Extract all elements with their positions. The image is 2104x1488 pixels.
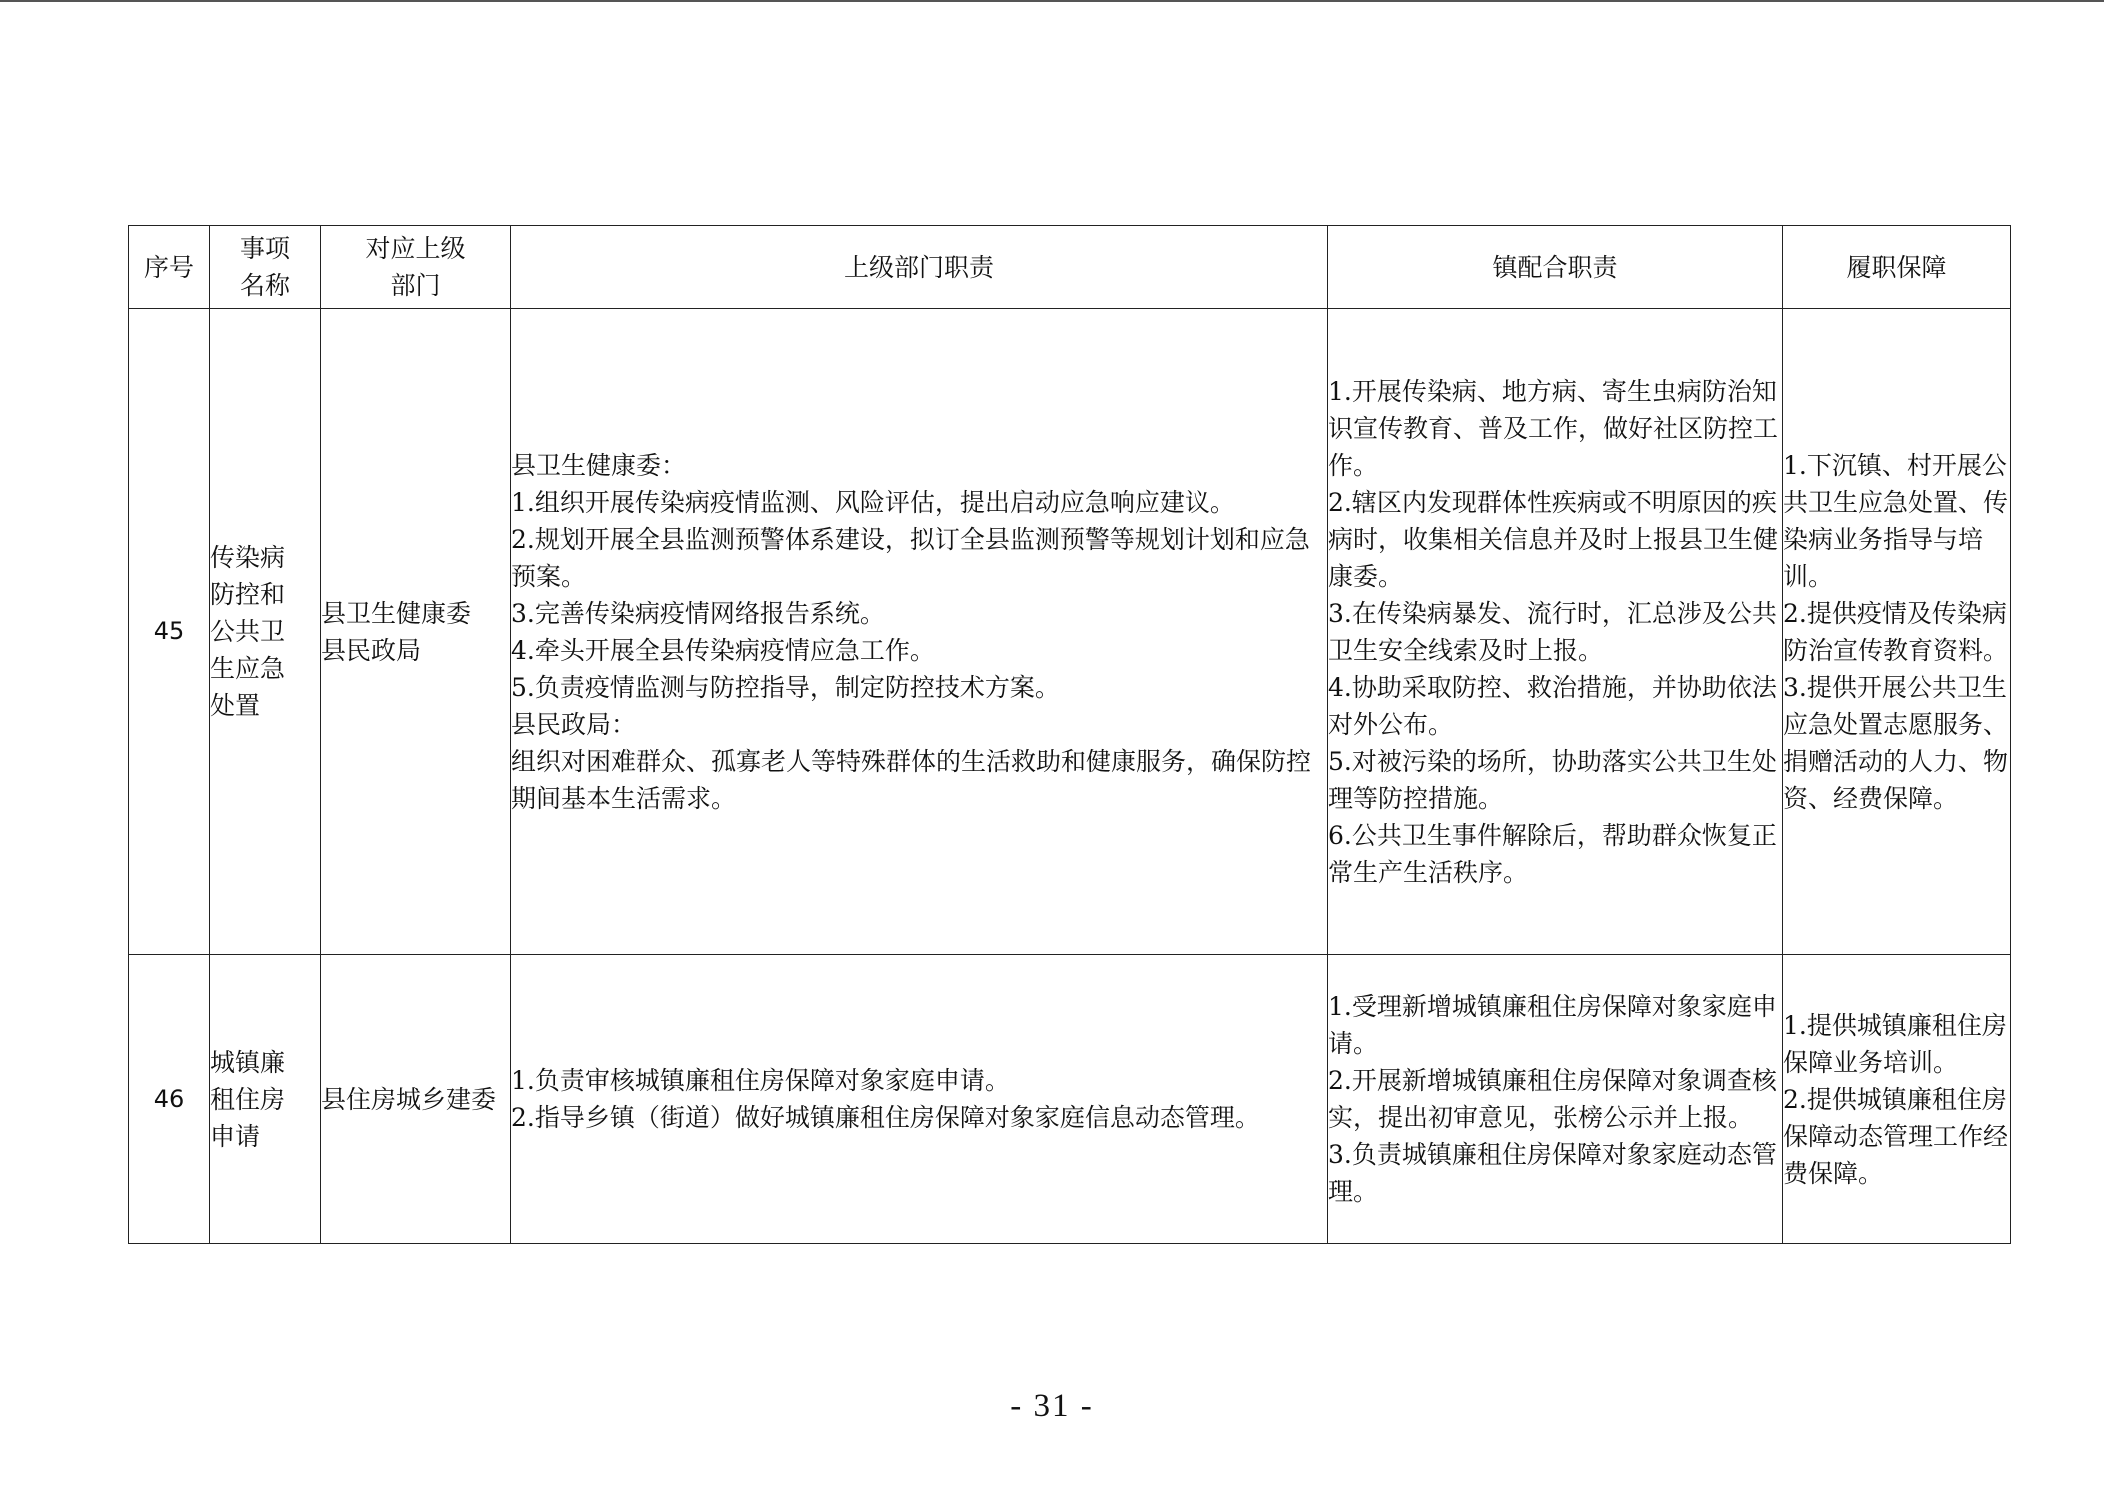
duties-table (128, 225, 2011, 1244)
table-row (129, 955, 2011, 1244)
cell-line: 生应急 (210, 654, 286, 683)
higher-department-duties (511, 309, 1328, 955)
cell-line: 6.公共卫生事件解除后，帮助群众恢复正常生产生活秩序。 (1328, 820, 1777, 887)
table-row (129, 309, 2011, 955)
header-name (210, 226, 321, 309)
cell-line: 序号 (143, 252, 194, 282)
cell-line: 处置 (210, 691, 261, 720)
header-town-duties-text (1492, 249, 1617, 286)
cell-line: 2.提供疫情及传染病防治宣传教育资料。 (1783, 598, 2009, 665)
cell-line: 县住房城乡建委 (321, 1084, 497, 1114)
cell-line: 县卫生健康委： (511, 450, 687, 480)
cell-line: 3.负责城镇廉租住房保障对象家庭动态管理。 (1328, 1140, 1777, 1206)
cell-line: 上级部门职责 (843, 252, 994, 282)
cell-line: 2.辖区内发现群体性疾病或不明原因的疾病时，收集相关信息并及时上报县卫生健康委。 (1328, 487, 1779, 591)
cell-line: 事项 (239, 234, 290, 263)
header-town-duties (1328, 226, 1783, 309)
performance-guarantee (1783, 309, 2011, 955)
page-number: - 31 - (1010, 1388, 1094, 1424)
cell-line: 部门 (390, 271, 441, 300)
row-number: 45 (129, 309, 210, 955)
cell-line: 1.下沉镇、村开展公共卫生应急处置、传染病业务指导与培训。 (1783, 450, 2009, 591)
cell-line: 1.提供城镇廉租住房保障业务培训。 (1783, 1010, 2007, 1077)
cell-line: 公共卫 (210, 617, 286, 646)
cell-line: 3.完善传染病疫情网络报告系统。 (511, 598, 885, 628)
cell-line: 防控和 (210, 580, 286, 609)
cell-line: 3.提供开展公共卫生应急处置志愿服务、捐赠活动的人力、物资、经费保障。 (1783, 672, 2009, 813)
cell-line: 3.在传染病暴发、流行时，汇总涉及公共卫生安全线索及时上报。 (1328, 598, 1777, 665)
cell-line: 城镇廉 (210, 1047, 286, 1077)
cell-line: 镇配合职责 (1492, 252, 1618, 282)
cell-line: 履职保障 (1846, 252, 1947, 282)
header-dept (321, 226, 511, 309)
cell-line: 1.受理新增城镇廉租住房保障对象家庭申请。 (1328, 992, 1777, 1058)
cell-line: 2.规划开展全县监测预警体系建设，拟订全县监测预警等规划计划和应急预案。 (511, 524, 1310, 591)
header-num-text (144, 249, 194, 286)
higher-department-duties (511, 955, 1328, 1244)
header-num (129, 226, 210, 309)
higher-department (321, 309, 511, 955)
table-header-row (129, 226, 2011, 309)
cell-line: 名称 (239, 271, 290, 300)
cell-line: 申请 (210, 1121, 261, 1151)
item-name (210, 309, 321, 955)
cell-line: 县卫生健康委 (321, 598, 472, 628)
cell-line: 县民政局 (321, 635, 422, 665)
cell-line: 传染病 (210, 543, 286, 572)
cell-line: 组织对困难群众、孤寡老人等特殊群体的生活救助和健康服务，确保防控期间基本生活需求。 (511, 746, 1312, 813)
row-number: 46 (129, 955, 210, 1244)
cell-line: 1.负责审核城镇廉租住房保障对象家庭申请。 (511, 1066, 1010, 1095)
performance-guarantee (1783, 955, 2011, 1244)
cell-line: 1.组织开展传染病疫情监测、风险评估，提出启动应急响应建议。 (511, 487, 1235, 517)
header-guarantee (1783, 226, 2011, 309)
header-name-text (240, 230, 290, 304)
cell-line: 5.负责疫情监测与防控指导，制定防控技术方案。 (511, 672, 1060, 702)
cell-line: 县民政局： (511, 709, 637, 739)
higher-department (321, 955, 511, 1244)
header-higher-duties (511, 226, 1328, 309)
cell-line: 对应上级 (365, 234, 466, 263)
cell-line: 1.开展传染病、地方病、寄生虫病防治知识宣传教育、普及工作，做好社区防控工作。 (1328, 376, 1779, 480)
cell-line: 2.指导乡镇（街道）做好城镇廉租住房保障对象家庭信息动态管理。 (511, 1103, 1260, 1132)
cell-line: 5.对被污染的场所，协助落实公共卫生处理等防控措施。 (1328, 746, 1777, 813)
header-guarantee-text (1846, 249, 1946, 286)
town-cooperation-duties (1328, 309, 1783, 955)
town-cooperation-duties (1328, 955, 1783, 1244)
cell-line: 租住房 (210, 1084, 286, 1114)
header-higher-duties-text (844, 249, 994, 286)
cell-line: 4.牵头开展全县传染病疫情应急工作。 (511, 635, 935, 665)
cell-line: 4.协助采取防控、救治措施，并协助依法对外公布。 (1328, 672, 1777, 739)
top-border-line (0, 0, 2104, 2)
item-name (210, 955, 321, 1244)
header-dept-text (365, 230, 465, 304)
cell-line: 2.开展新增城镇廉租住房保障对象调查核实，提出初审意见，张榜公示并上报。 (1328, 1066, 1777, 1132)
cell-line: 2.提供城镇廉租住房保障动态管理工作经费保障。 (1783, 1084, 2009, 1188)
